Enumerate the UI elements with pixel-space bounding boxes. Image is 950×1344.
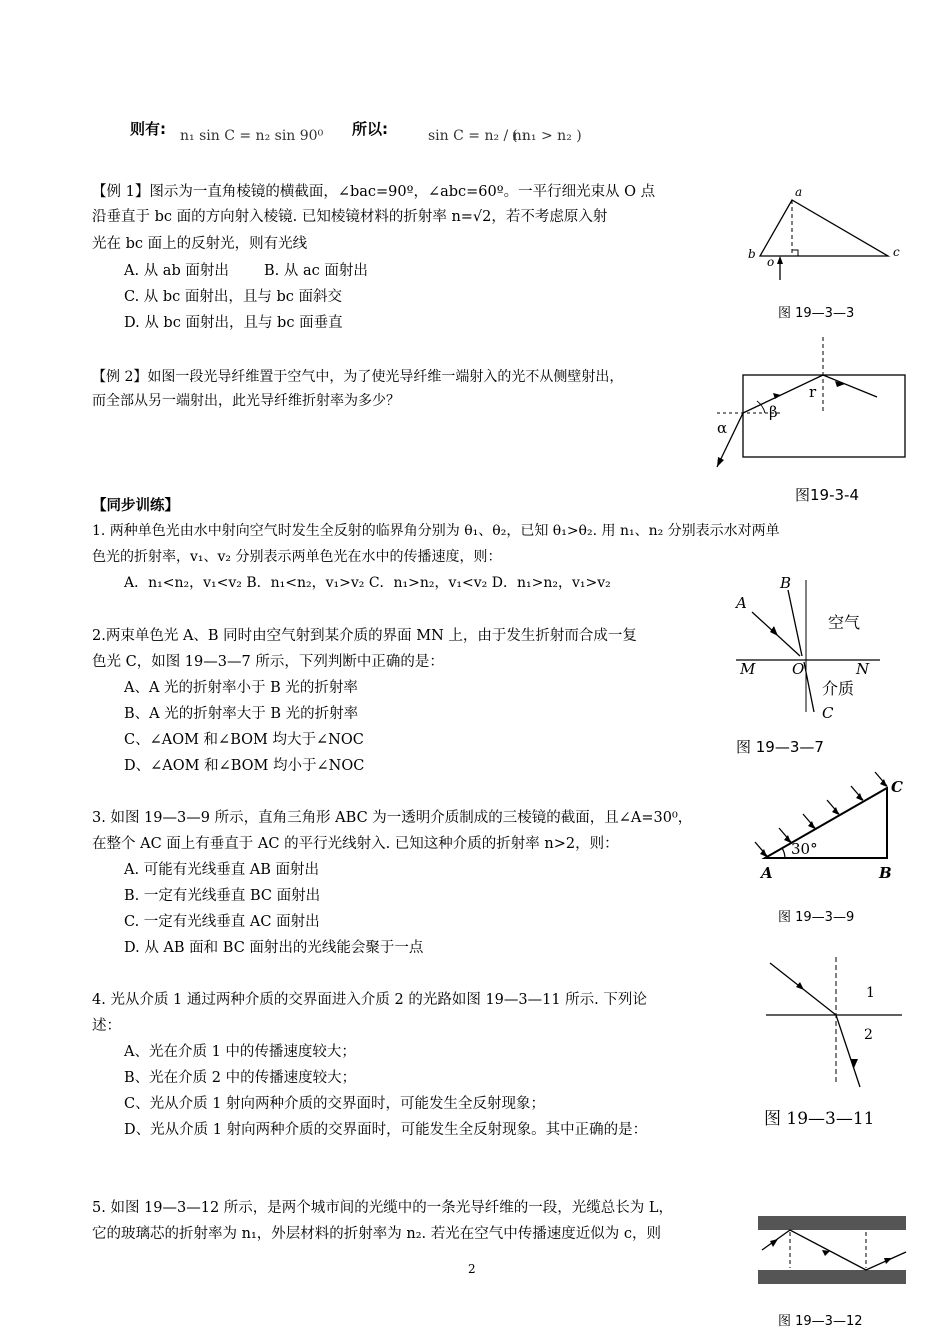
ex1-option-a: A. 从 ab 面射出 xyxy=(124,263,229,279)
q4-option-a: A、光在介质 1 中的传播速度较大； xyxy=(124,1044,356,1060)
fig-19-3-9-caption: 图 19—3—9 xyxy=(778,910,855,925)
q5-line1: 5. 如图 19—3—12 所示，是两个城市间的光缆中的一条光导纤维的一段，光缆总长为 L， xyxy=(92,1200,674,1216)
q4-option-c: C、光从介质 1 射向两种介质的交界面时，可能发生全反射现象； xyxy=(124,1096,546,1112)
fig2-label-r: r xyxy=(809,383,817,401)
q3-line2: 在整个 AC 面上有垂直于 AC 的平行光线射入. 已知这种介质的折射率 n>2，则： xyxy=(92,836,619,852)
figure-19-3-9 xyxy=(745,770,915,885)
fig11-label-1: 1 xyxy=(866,985,875,1001)
fig7-label-medium: 介质 xyxy=(822,679,855,698)
fig1-label-a: a xyxy=(795,185,803,199)
q2-option-d: D、∠AOM 和∠BOM 均小于∠NOC xyxy=(124,758,365,774)
zeyou-label: 则有: xyxy=(130,120,166,138)
q2-line2: 色光 C，如图 19—3—7 所示，下列判断中正确的是： xyxy=(92,654,444,670)
fig-19-3-4-caption: 图19-3-4 xyxy=(795,486,859,504)
fig7-label-o: O xyxy=(792,660,805,678)
ex1-option-c: C. 从 bc 面射出，且与 bc 面斜交 xyxy=(124,289,343,305)
fig-19-3-7-caption: 图 19—3—7 xyxy=(736,738,824,756)
figure-19-3-4 xyxy=(705,335,915,475)
ex1-line3: 光在 bc 面上的反射光，则有光线 xyxy=(92,236,308,252)
q3-option-d: D. 从 AB 面和 BC 面射出的光线能会聚于一点 xyxy=(124,940,424,956)
fig11-label-2: 2 xyxy=(864,1027,873,1043)
q4-option-d: D、光从介质 1 射向两种介质的交界面时，可能发生全反射现象。其中正确的是： xyxy=(124,1122,648,1138)
q3-line1: 3. 如图 19—3—9 所示，直角三角形 ABC 为一透明介质制成的三棱镜的截面，且∠A=30⁰， xyxy=(92,810,693,826)
q3-option-c: C. 一定有光线垂直 AC 面射出 xyxy=(124,914,320,930)
q4-option-b: B、光在介质 2 中的传播速度较大； xyxy=(124,1070,357,1086)
fig9-label-c: C xyxy=(891,778,903,796)
suoyi-label: 所以: xyxy=(352,120,388,138)
q3-option-a: A. 可能有光线垂直 AB 面射出 xyxy=(124,862,320,878)
page-number: 2 xyxy=(468,1262,476,1276)
fig2-label-alpha: α xyxy=(717,419,728,437)
section-title-sync-training: 【同步训练】 xyxy=(92,498,179,514)
fig7-label-c: C xyxy=(822,704,834,722)
fig9-label-a: A xyxy=(761,864,773,882)
fig-19-3-12-caption: 图 19—3—12 xyxy=(778,1314,863,1329)
condition-n1-gt-n2: ( n₁ > n₂ ) xyxy=(512,128,582,144)
ex2-line2: 而全部从另一端射出，此光导纤维折射率为多少？ xyxy=(92,393,400,409)
fig7-label-a: A xyxy=(736,594,747,612)
fig7-label-b: B xyxy=(780,574,792,592)
q2-option-b: B、A 光的折射率大于 B 光的折射率 xyxy=(124,706,359,722)
fig7-label-air: 空气 xyxy=(828,613,861,632)
q2-line1: 2.两束单色光 A、B 同时由空气射到某介质的界面 MN 上，由于发生折射而合成一复 xyxy=(92,628,637,644)
fig1-label-o: o xyxy=(767,255,775,269)
q2-option-c: C、∠AOM 和∠BOM 均大于∠NOC xyxy=(124,732,364,748)
fig7-label-m: M xyxy=(740,660,756,678)
q5-line2: 它的玻璃芯的折射率为 n₁，外层材料的折射率为 n₂. 若光在空气中传播速度近似为 c，则 xyxy=(92,1226,661,1242)
fig-19-3-3-caption: 图 19—3—3 xyxy=(778,306,855,321)
fig1-label-c: c xyxy=(893,245,900,259)
fig2-label-beta: β xyxy=(769,403,778,421)
ex1-line2: 沿垂直于 bc 面的方向射入棱镜. 已知棱镜材料的折射率 n=√2，若不考虑原入射 xyxy=(92,209,608,225)
figure-19-3-11 xyxy=(760,955,910,1095)
figure-19-3-3 xyxy=(740,180,920,290)
q3-option-b: B. 一定有光线垂直 BC 面射出 xyxy=(124,888,321,904)
sinc-formula: sin C = n₂ / n₁ xyxy=(428,128,528,144)
q4-line2: 述： xyxy=(92,1018,121,1034)
ex1-line1: 【例 1】图示为一直角棱镜的横截面，∠bac=90º，∠abc=60º。一平行细光束从 O 点 xyxy=(92,184,656,200)
q1-line1: 1. 两种单色光由水中射向空气时发生全反射的临界角分别为 θ₁、θ₂，已知 θ₁>θ₂. 用 n₁、n₂ 分别表示水对两单 xyxy=(92,523,780,539)
fig7-label-n: N xyxy=(856,660,870,678)
ex2-line1: 【例 2】如图一段光导纤维置于空气中，为了使光导纤维一端射入的光不从侧壁射出， xyxy=(92,369,624,385)
fig9-label-30deg: 30° xyxy=(791,840,818,858)
q1-options: A．n₁<n₂，v₁<v₂ B．n₁<n₂，v₁>v₂ C．n₁>n₂，v₁<v₂ D．n₁>n₂，v₁>v₂ xyxy=(124,575,611,591)
critical-angle-formula: n₁ sin C = n₂ sin 90⁰ xyxy=(180,128,324,144)
fig9-label-b: B xyxy=(879,864,892,882)
fig1-label-b: b xyxy=(748,247,756,261)
figure-19-3-12 xyxy=(756,1212,911,1292)
q1-line2: 色光的折射率，v₁、v₂ 分别表示两单色光在水中的传播速度，则： xyxy=(92,549,502,565)
fig-19-3-11-caption: 图 19—3—11 xyxy=(764,1109,875,1129)
q2-option-a: A、A 光的折射率小于 B 光的折射率 xyxy=(124,680,358,696)
ex1-option-b: B. 从 ac 面射出 xyxy=(264,263,368,279)
ex1-option-d: D. 从 bc 面射出，且与 bc 面垂直 xyxy=(124,315,343,331)
q4-line1: 4. 光从介质 1 通过两种介质的交界面进入介质 2 的光路如图 19—3—11 所示. 下列论 xyxy=(92,992,647,1008)
